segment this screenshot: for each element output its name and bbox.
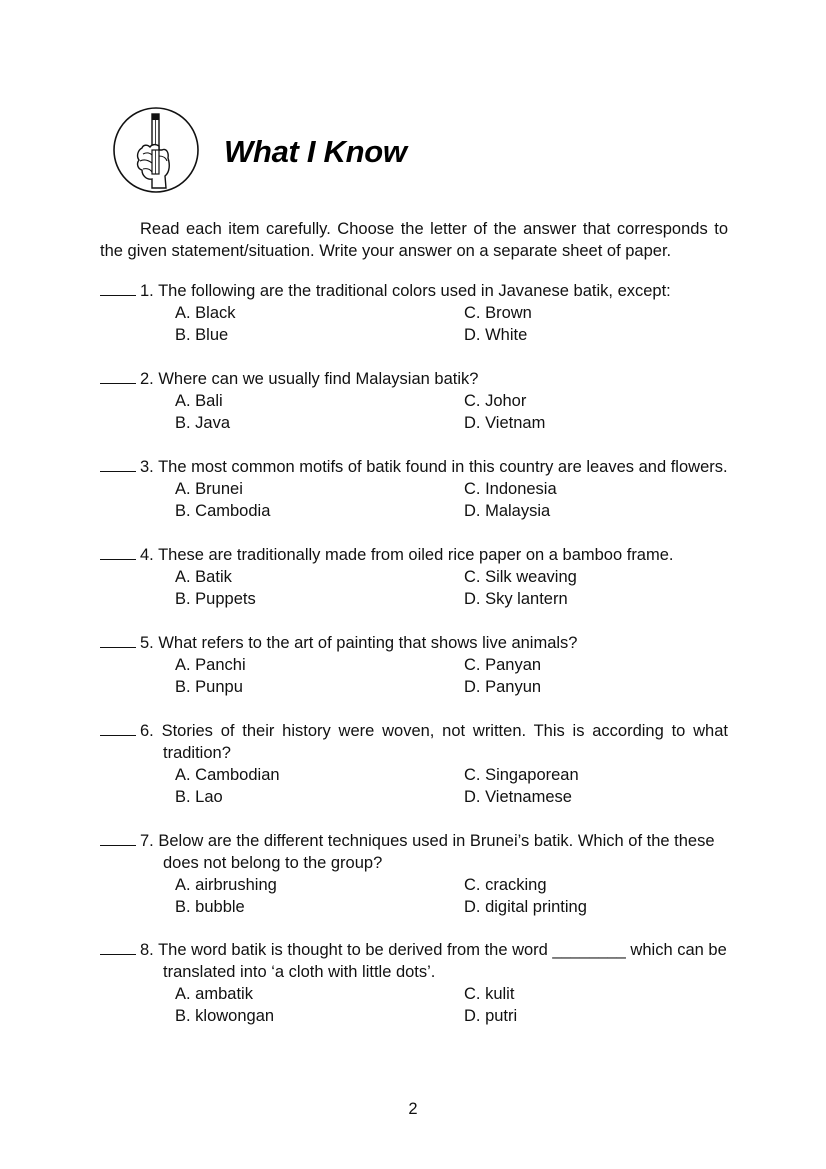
option-d: D. putri xyxy=(464,1007,518,1025)
option-d: D. White xyxy=(464,326,528,344)
question-stem-continued: does not belong to the group? xyxy=(163,854,383,872)
question-number: 1. xyxy=(140,282,154,300)
option-a: A. airbrushing xyxy=(175,876,277,894)
option-b: B. Java xyxy=(175,414,231,432)
option-a: A. ambatik xyxy=(175,985,253,1003)
question-4 xyxy=(100,544,728,610)
answer-blank[interactable] xyxy=(100,280,136,296)
options-grid xyxy=(100,566,728,610)
option-d: D. Malaysia xyxy=(464,502,551,520)
option-a: A. Black xyxy=(175,304,236,322)
question-number: 5. xyxy=(140,634,154,652)
instructions-text: Read each item carefully. Choose the letter of the answer that corresponds to the given statement/situation. Write your answer on a separate sheet of paper. xyxy=(100,220,728,260)
option-d: D. Panyun xyxy=(464,678,542,696)
question-6 xyxy=(100,720,728,808)
question-stem: The following are the traditional colors used in Javanese batik, except: xyxy=(158,282,671,300)
options-grid xyxy=(100,983,728,1027)
option-c: C. Panyan xyxy=(464,656,542,674)
question-1 xyxy=(100,280,728,346)
question-number: 7. xyxy=(140,832,154,850)
option-d: D. Vietnam xyxy=(464,414,546,432)
answer-blank[interactable] xyxy=(100,456,136,472)
answer-blank[interactable] xyxy=(100,368,136,384)
question-2 xyxy=(100,368,728,434)
option-d: D. digital printing xyxy=(464,898,587,916)
option-a: A. Batik xyxy=(175,568,232,586)
options-grid xyxy=(100,874,728,918)
question-5 xyxy=(100,632,728,698)
option-c: C. Singaporean xyxy=(464,766,579,784)
option-d: D. Vietnamese xyxy=(464,788,572,806)
options-grid xyxy=(100,390,728,434)
question-stem: Where can we usually find Malaysian batik? xyxy=(158,370,479,388)
options-grid xyxy=(100,654,728,698)
option-b: B. klowongan xyxy=(175,1007,275,1025)
question-number: 2. xyxy=(140,370,154,388)
question-stem-continued: translated into ‘a cloth with little dots’. xyxy=(163,963,436,981)
question-stem: The most common motifs of batik found in this country are leaves and flowers. xyxy=(158,458,728,476)
option-b: B. bubble xyxy=(175,898,245,916)
option-a: A. Panchi xyxy=(175,656,246,674)
question-number: 8. xyxy=(140,941,154,959)
question-8 xyxy=(100,939,728,1027)
question-number: 4. xyxy=(140,546,154,564)
option-b: B. Puppets xyxy=(175,590,256,608)
question-stem: The word batik is thought to be derived from the word ________ which can be xyxy=(158,941,727,959)
answer-blank[interactable] xyxy=(100,830,136,846)
question-stem: Below are the different techniques used in Brunei’s batik. Which of the these xyxy=(158,832,715,850)
option-c: C. Indonesia xyxy=(464,480,557,498)
question-number: 3. xyxy=(140,458,154,476)
answer-blank[interactable] xyxy=(100,632,136,648)
options-grid xyxy=(100,302,728,346)
option-c: C. cracking xyxy=(464,876,547,894)
option-b: B. Blue xyxy=(175,326,229,344)
option-c: C. kulit xyxy=(464,985,515,1003)
option-c: C. Silk weaving xyxy=(464,568,577,586)
question-stem: These are traditionally made from oiled rice paper on a bamboo frame. xyxy=(158,546,674,564)
option-a: A. Cambodian xyxy=(175,766,280,784)
question-stem-continued: tradition? xyxy=(163,744,231,762)
option-b: B. Punpu xyxy=(175,678,243,696)
option-d: D. Sky lantern xyxy=(464,590,568,608)
question-stem: Stories of their history were woven, not written. This is according to what xyxy=(161,722,728,740)
question-number: 6. xyxy=(140,722,154,740)
question-stem: What refers to the art of painting that shows live animals? xyxy=(158,634,578,652)
section-title: What I Know xyxy=(224,134,407,169)
option-b: B. Lao xyxy=(175,788,223,806)
page-number: 2 xyxy=(408,1100,418,1118)
option-a: A. Brunei xyxy=(175,480,243,498)
option-c: C. Brown xyxy=(464,304,532,322)
question-3 xyxy=(100,456,728,522)
section-header xyxy=(112,106,512,198)
option-b: B. Cambodia xyxy=(175,502,271,520)
answer-blank[interactable] xyxy=(100,939,136,955)
answer-blank[interactable] xyxy=(100,544,136,560)
options-grid xyxy=(100,478,728,522)
answer-blank[interactable] xyxy=(100,720,136,736)
options-grid xyxy=(100,764,728,808)
option-a: A. Bali xyxy=(175,392,223,410)
question-7 xyxy=(100,830,728,918)
option-c: C. Johor xyxy=(464,392,527,410)
hand-holding-pencil-icon xyxy=(112,106,200,194)
